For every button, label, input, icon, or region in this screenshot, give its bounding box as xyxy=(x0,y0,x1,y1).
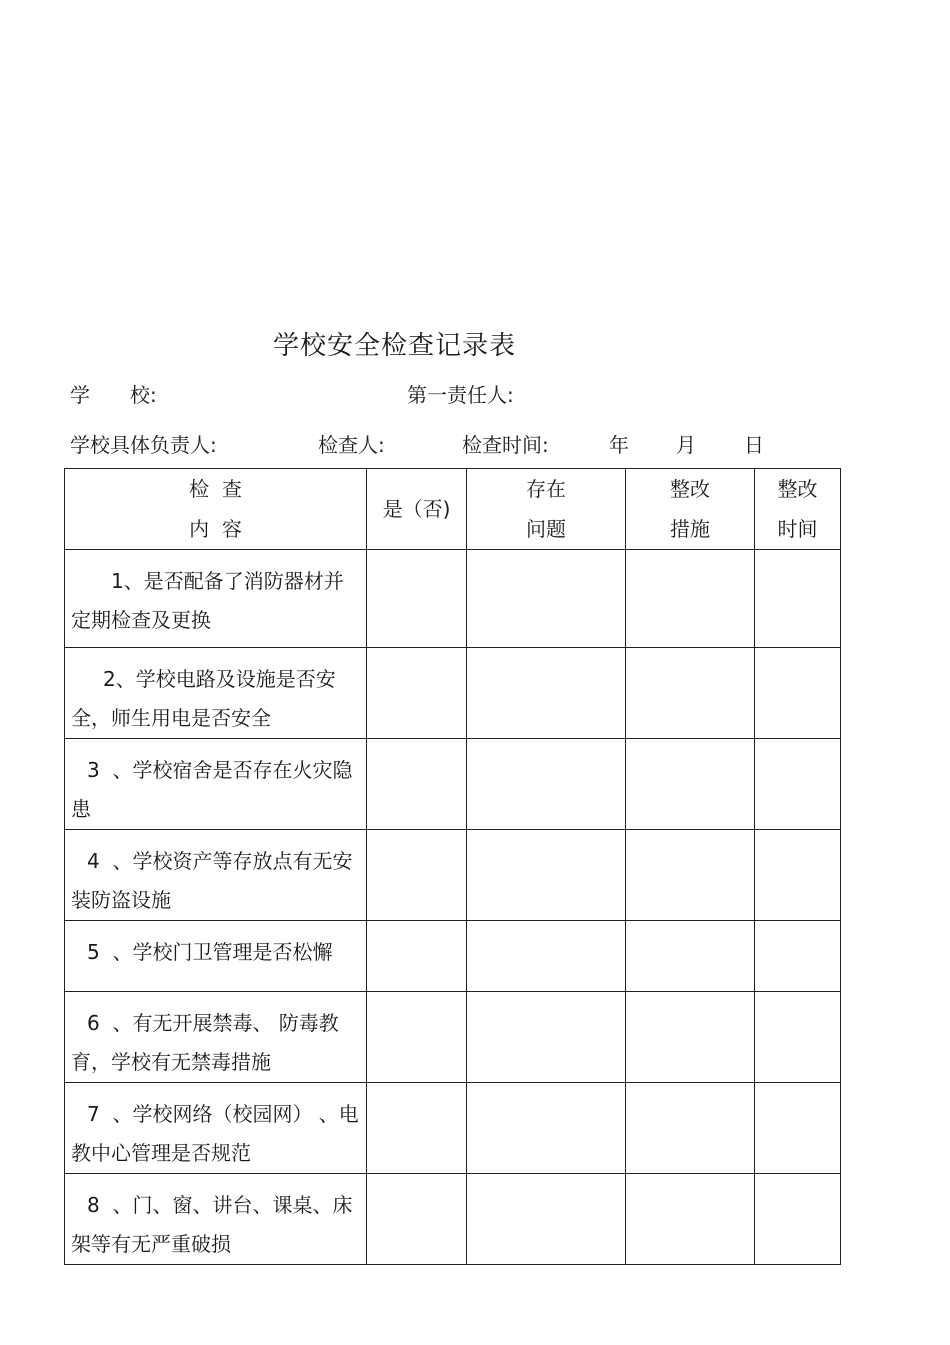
month-label: 月 xyxy=(676,433,696,457)
header-measure xyxy=(626,469,755,550)
yes-no-cell[interactable] xyxy=(367,830,467,921)
header-time xyxy=(755,469,841,550)
problem-cell[interactable] xyxy=(467,992,626,1083)
header-measure-line1: 整改 xyxy=(670,477,710,501)
table-row xyxy=(65,1174,841,1265)
yes-no-cell[interactable] xyxy=(367,1174,467,1265)
row-content xyxy=(65,550,367,648)
problem-cell[interactable] xyxy=(467,550,626,648)
measure-cell[interactable] xyxy=(626,739,755,830)
row-content-text: 6 、有无开展禁毒、 防毒教育，学校有无禁毒措施 xyxy=(71,1011,339,1074)
row-content xyxy=(65,1083,367,1174)
time-cell[interactable] xyxy=(755,830,841,921)
measure-cell[interactable] xyxy=(626,550,755,648)
problem-cell[interactable] xyxy=(467,1174,626,1265)
yes-no-cell[interactable] xyxy=(367,921,467,992)
row-content-text: 3 、学校宿舍是否存在火灾隐患 xyxy=(71,758,353,821)
table-row xyxy=(65,1083,841,1174)
row-content-text: 4 、学校资产等存放点有无安装防盗设施 xyxy=(71,849,353,912)
measure-cell[interactable] xyxy=(626,830,755,921)
problem-cell[interactable] xyxy=(467,739,626,830)
inspection-time-label: 检查时间: xyxy=(462,433,549,457)
measure-cell[interactable] xyxy=(626,648,755,739)
measure-cell[interactable] xyxy=(626,1083,755,1174)
header-content-line2: 内 容 xyxy=(189,517,242,541)
header-measure-line2: 措施 xyxy=(670,517,710,541)
header-yes-no xyxy=(367,469,467,550)
table-row xyxy=(65,830,841,921)
table-header-row xyxy=(65,469,841,550)
row-content xyxy=(65,921,367,992)
row-content-text: 7 、学校网络（校园网） 、电教中心管理是否规范 xyxy=(71,1102,359,1165)
school-label: 学 校: xyxy=(70,383,157,407)
time-cell[interactable] xyxy=(755,992,841,1083)
row-content xyxy=(65,992,367,1083)
problem-cell[interactable] xyxy=(467,648,626,739)
row-content-text: 1、是否配备了消防器材并定期检查及更换 xyxy=(71,569,344,632)
row-content-text: 8 、门、窗、讲台、课桌、床架等有无严重破损 xyxy=(71,1193,353,1256)
year-label: 年 xyxy=(609,433,629,457)
yes-no-cell[interactable] xyxy=(367,648,467,739)
problem-cell[interactable] xyxy=(467,1083,626,1174)
time-cell[interactable] xyxy=(755,648,841,739)
header-content xyxy=(65,469,367,550)
page-title: 学校安全检查记录表 xyxy=(273,331,517,361)
inspection-record-table xyxy=(64,468,841,1265)
header-content-line1: 检 查 xyxy=(189,477,242,501)
yes-no-cell[interactable] xyxy=(367,1083,467,1174)
time-cell[interactable] xyxy=(755,739,841,830)
row-content xyxy=(65,1174,367,1265)
row-content xyxy=(65,830,367,921)
table-row xyxy=(65,739,841,830)
measure-cell[interactable] xyxy=(626,921,755,992)
table-row xyxy=(65,550,841,648)
time-cell[interactable] xyxy=(755,1083,841,1174)
header-yes-no-text: 是（否) xyxy=(382,497,451,521)
row-content xyxy=(65,739,367,830)
measure-cell[interactable] xyxy=(626,992,755,1083)
row-content-text: 5 、学校门卫管理是否松懈 xyxy=(87,940,333,964)
specific-responsible-label: 学校具体负责人: xyxy=(70,433,217,457)
yes-no-cell[interactable] xyxy=(367,739,467,830)
header-problem-line2: 问题 xyxy=(526,517,566,541)
measure-cell[interactable] xyxy=(626,1174,755,1265)
day-label: 日 xyxy=(744,433,764,457)
time-cell[interactable] xyxy=(755,1174,841,1265)
table-row xyxy=(65,992,841,1083)
header-problem-line1: 存在 xyxy=(526,477,566,501)
row-content-text: 2、学校电路及设施是否安全，师生用电是否安全 xyxy=(71,667,336,730)
header-time-line2: 时间 xyxy=(777,517,818,541)
table-row xyxy=(65,921,841,992)
header-time-line1: 整改 xyxy=(777,477,818,501)
yes-no-cell[interactable] xyxy=(367,550,467,648)
problem-cell[interactable] xyxy=(467,830,626,921)
problem-cell[interactable] xyxy=(467,921,626,992)
time-cell[interactable] xyxy=(755,921,841,992)
inspector-label: 检查人: xyxy=(318,433,385,457)
yes-no-cell[interactable] xyxy=(367,992,467,1083)
header-problem xyxy=(467,469,626,550)
time-cell[interactable] xyxy=(755,550,841,648)
table-row xyxy=(65,648,841,739)
first-responsible-label: 第一责任人: xyxy=(407,383,514,407)
row-content xyxy=(65,648,367,739)
